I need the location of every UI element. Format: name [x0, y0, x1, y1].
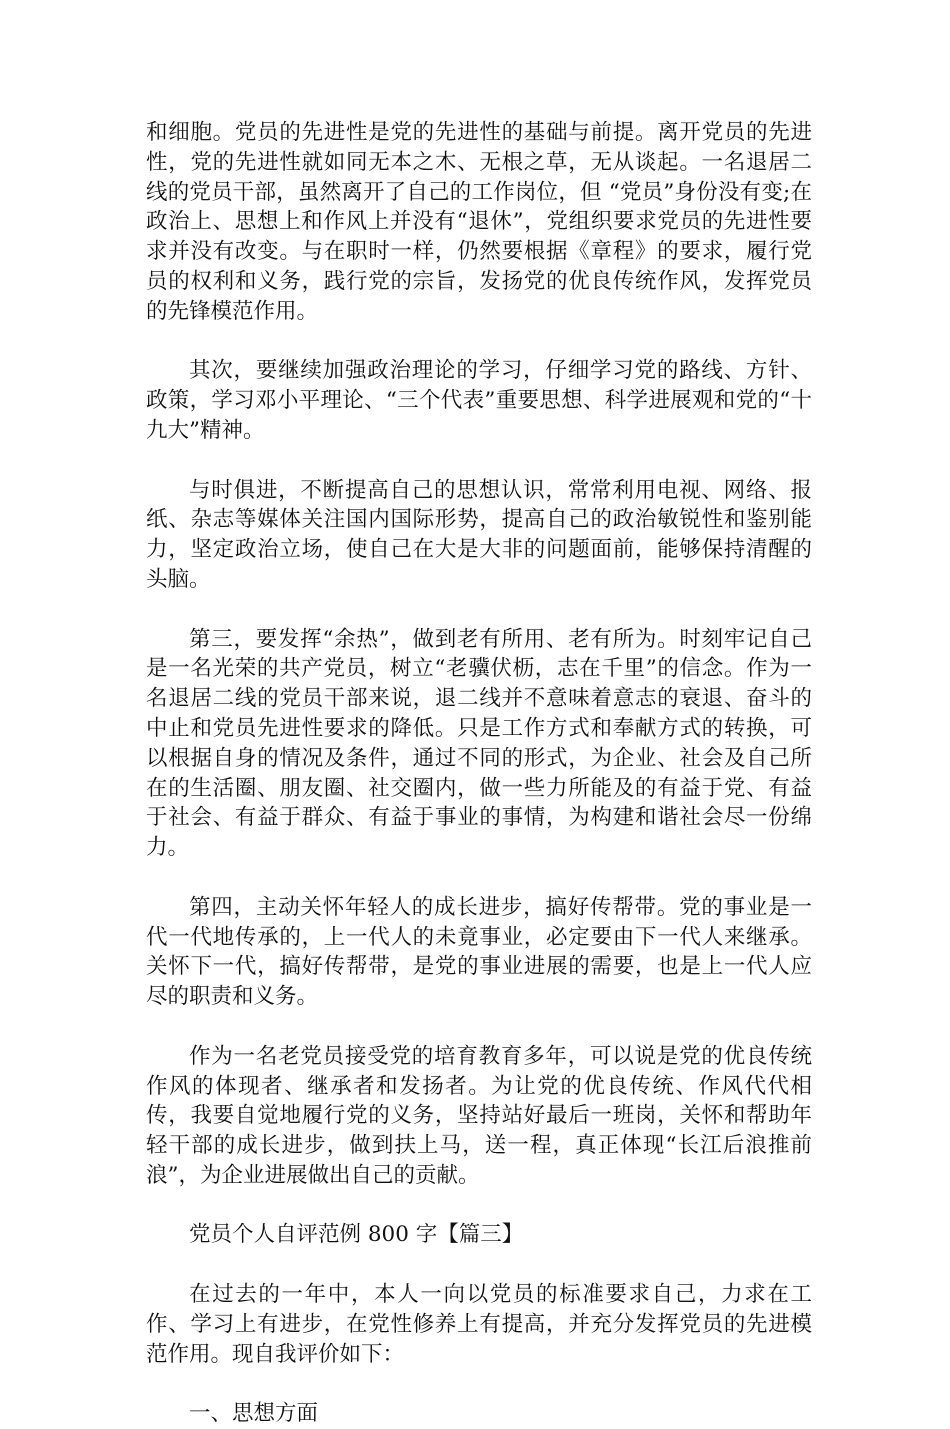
subheading-thought: 一、思想方面	[189, 1401, 319, 1427]
document-body	[146, 118, 812, 1429]
paragraph-gap	[146, 863, 812, 893]
paragraph-gap	[146, 446, 812, 476]
paragraph-gap	[146, 327, 812, 357]
paragraph-third-point: 第三，要发挥“余热”，做到老有所用、老有所为。时刻牢记自己是一名光荣的共产党员，树立“老骥伏枥，志在千里”的信念。作为一名退居二线的党员干部来说，退二线并不意味着意志的衰退、奋斗的中止和党员先进性要求的降低。只是工作方式和奉献方式的转换，可以根据自身的情况及条件，通过不同的形式，为企业、社会及自己所在的生活圈、朋友圈、社交圈内，做一些力所能及的有益于党、有益于社会、有益于群众、有益于事业的事情，为构建和谐社会尽一份绵力。	[146, 626, 812, 861]
paragraph-political-study: 其次，要继续加强政治理论的学习，仔细学习党的路线、方针、政策，学习邓小平理论、“三个代表”重要思想、科学进展观和党的“十九大”精神。	[146, 358, 812, 443]
paragraph-gap	[146, 1369, 812, 1399]
paragraph-keep-pace: 与时俱进，不断提高自己的思想认识，常常利用电视、网络、报纸、杂志等媒体关注国内国际形势，提高自己的政治敏锐性和鉴别能力，坚定政治立场，使自己在大是大非的问题面前，能够保持清醒的头脑。	[146, 477, 812, 592]
paragraph-gap	[146, 1012, 812, 1042]
paragraph-old-member: 作为一名老党员接受党的培育教育多年，可以说是党的优良传统作风的体现者、继承者和发扬者。为让党的优良传统、作风代代相传，我要自觉地履行党的义务，坚持站好最后一班岗，关怀和帮助年轻干部的成长进步，做到扶上马，送一程，真正体现“长江后浪推前浪”，为企业进展做出自己的贡献。	[146, 1043, 812, 1188]
section-heading-part-three: 党员个人自评范例 800 字【篇三】	[189, 1222, 524, 1248]
paragraph-fourth-point: 第四，主动关怀年轻人的成长进步，搞好传帮带。党的事业是一代一代地传承的，上一代人的未竟事业，必定要由下一代人来继承。关怀下一代，搞好传帮带，是党的事业进展的需要，也是上一代人应尽的职责和义务。	[146, 894, 812, 1010]
paragraph-continuation: 和细胞。党员的先进性是党的先进性的基础与前提。离开党员的先进性，党的先进性就如同无本之木、无根之草，无从谈起。一名退居二线的党员干部，虽然离开了自己的工作岗位，但 “党员”身份没有变;在政治上、思想上和作风上并没有“退休”，党组织要求党员的先进性要求并没有改变。与在职时一样，仍然要根据《章程》的要求，履行党员的权利和义务，践行党的宗旨，发扬党的优良传统作风，发挥党员的先锋模范作用。	[146, 120, 812, 324]
paragraph-past-year: 在过去的一年中，本人一向以党员的标准要求自己，力求在工作、学习上有进步，在党性修养上有提高，并充分发挥党员的先进模范作用。现自我评价如下：	[146, 1282, 812, 1367]
paragraph-gap	[146, 1250, 812, 1280]
paragraph-gap	[146, 1191, 812, 1221]
paragraph-gap	[146, 595, 812, 625]
